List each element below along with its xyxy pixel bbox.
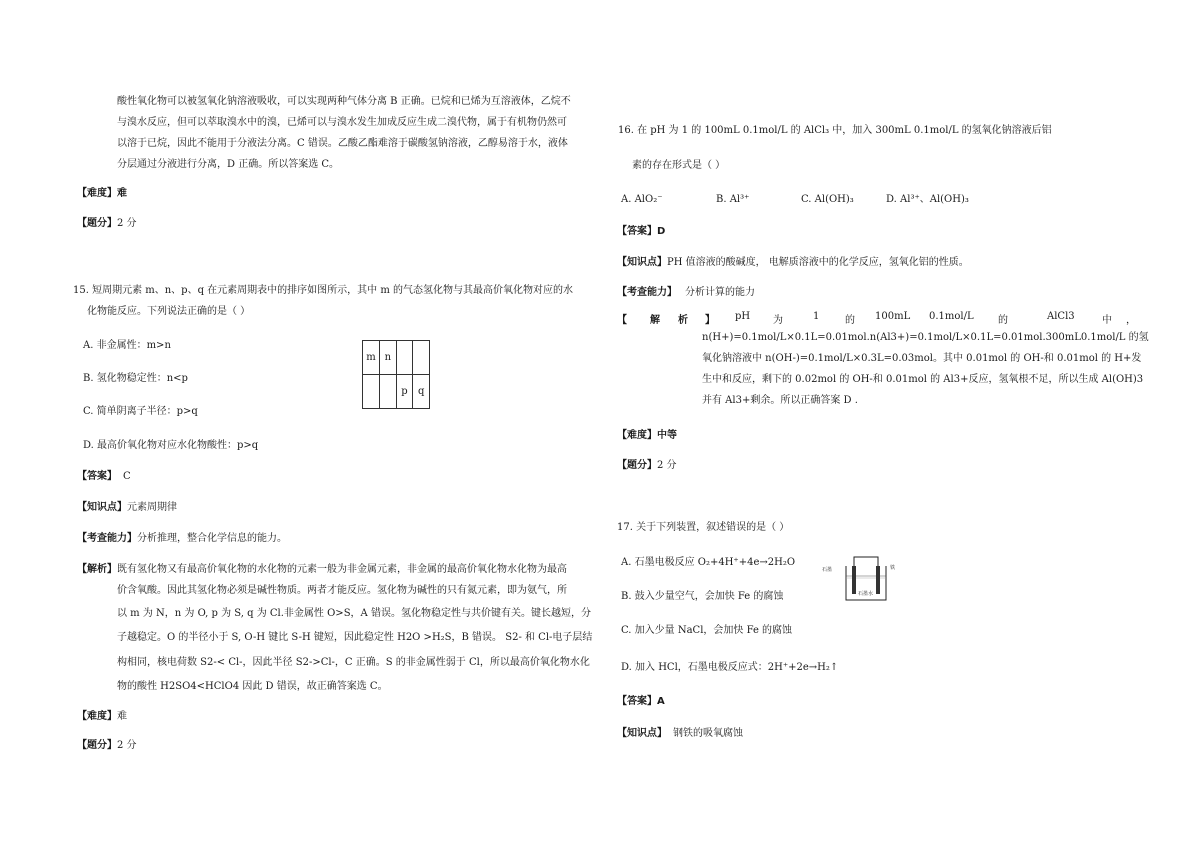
analysis-label: 【解析】 <box>77 564 117 575</box>
analysis-token: 为 <box>773 315 783 326</box>
knowledge-value: PH 值溶液的酸碱度， 电解质溶液中的化学反应，氢氧化铝的性质。 <box>667 257 969 268</box>
q17-option-a: A. 石墨电极反应 O₂+4H⁺+4e→2H₂O <box>621 557 796 568</box>
q17-knowledge <box>617 728 743 740</box>
answer-value: D <box>657 226 666 237</box>
knowledge-label: 【知识点】 <box>77 502 127 513</box>
q14-explanation-line: 以溶于已烷，因此不能用于分液法分离。C 错误。乙酸乙酯难溶于碳酸氢钠溶液，乙醇易溶于水，液体 <box>117 138 568 149</box>
answer-label: 【答案】 <box>77 471 117 482</box>
q16-option-c: C. Al(OH)₃ <box>801 194 854 205</box>
q15-option-b: B. 氢化物稳定性：n<p <box>83 373 188 384</box>
q14-explanation-line: 酸性氧化物可以被氢氧化钠溶液吸收，可以实现两种气体分离 B 正确。已烷和已烯为互溶液体，乙烷不 <box>117 96 571 107</box>
analysis-token: 100mL <box>875 311 911 322</box>
q16-ability <box>617 287 755 299</box>
q15-option-c: C. 简单阴离子半径：p>q <box>83 406 198 417</box>
score-value: 2 分 <box>117 218 137 229</box>
difficulty-value: 难 <box>117 711 127 722</box>
score-label: 【题分】 <box>77 740 117 751</box>
q16-knowledge <box>617 257 969 269</box>
q15-ability <box>77 533 287 545</box>
answer-value: C <box>123 471 131 482</box>
analysis-label-part: 】 <box>705 315 715 326</box>
q14-score <box>77 218 137 230</box>
q15-difficulty <box>77 711 127 723</box>
q17-option-d: D. 加入 HCl，石墨电极反应式：2H⁺+2e→H₂↑ <box>621 662 839 673</box>
analysis-token: pH <box>735 311 751 322</box>
analysis-label-part: 【 <box>617 315 627 326</box>
ability-label: 【考查能力】 <box>617 287 677 298</box>
knowledge-value: 元素周期律 <box>127 502 177 513</box>
analysis-token: ， <box>1126 315 1136 326</box>
device-label-left: 石墨 <box>822 567 833 573</box>
q15-option-a: A. 非金属性：m>n <box>83 340 171 351</box>
q16-option-a: A. AlO₂⁻ <box>621 194 663 205</box>
analysis-token: AlCl3 <box>1047 311 1075 322</box>
q17-option-b: B. 鼓入少量空气，会加快 Fe 的腐蚀 <box>621 591 784 602</box>
q16-option-b: B. Al³⁺ <box>716 194 750 205</box>
score-label: 【题分】 <box>617 460 657 471</box>
device-label-right: 铁 <box>890 565 896 571</box>
beaker-icon <box>836 554 896 606</box>
analysis-line: 既有氢化物又有最高价氧化物的水化物的元素一般为非金属元素，非金属的最高价氧化物水化物为最高 <box>117 564 567 575</box>
q16-analysis-line: 氧化钠溶液中 n(OH-)=0.1mol/L×0.3L=0.03mol。其中 0.01mol 的 OH-和 0.01mol 的 H+发 <box>702 353 1142 364</box>
ability-value: 分析计算的能力 <box>685 287 755 298</box>
knowledge-label: 【知识点】 <box>617 728 667 739</box>
q16-option-d: D. Al³⁺、Al(OH)₃ <box>886 194 969 205</box>
q17-stem: 17. 关于下列装置，叙述错误的是（ ） <box>617 522 790 533</box>
analysis-token: 1 <box>813 311 820 322</box>
device-label-solution: 石墨水 <box>858 591 874 597</box>
q15-analysis-line: 以 m 为 N，n 为 O, p 为 S, q 为 Cl.非金属性 O>S，A 错误。氢化物稳定性与共价键有关。键长越短，分 <box>117 608 591 619</box>
ability-value: 分析推理，整合化学信息的能力。 <box>137 533 287 544</box>
score-value: 2 分 <box>117 740 137 751</box>
q15-analysis-line: 子越稳定。O 的半径小于 S, O-H 键比 S-H 键短，因此稳定性 H2O >H₂S，B 错误。 S2- 和 Cl-电子层结 <box>117 632 593 643</box>
q16-analysis-line: 并有 Al3+剩余。所以正确答案 D . <box>702 395 858 406</box>
score-value: 2 分 <box>657 460 677 471</box>
answer-value: A <box>657 696 665 707</box>
difficulty-label: 【难度】 <box>77 711 117 722</box>
q16-stem: 16. 在 pH 为 1 的 100mL 0.1mol/L 的 AlCl₃ 中，加入 300mL 0.1mol/L 的氢氧化钠溶液后铝 <box>618 125 1052 136</box>
difficulty-label: 【难度】 <box>617 430 657 441</box>
grid-cell: n <box>380 341 397 375</box>
analysis-token: 中 <box>1102 315 1112 326</box>
knowledge-label: 【知识点】 <box>617 257 667 268</box>
knowledge-value: 钢铁的吸氧腐蚀 <box>673 728 743 739</box>
grid-cell <box>413 341 430 375</box>
q16-difficulty <box>617 430 677 442</box>
q15-stem-cont: 化物能反应。下列说法正确的是（ ） <box>87 306 251 317</box>
grid-cell <box>363 375 380 409</box>
q16-stem-cont: 素的存在形式是（ ） <box>632 160 726 171</box>
score-label: 【题分】 <box>77 218 117 229</box>
q15-knowledge <box>77 502 177 514</box>
q14-difficulty <box>77 188 127 200</box>
grid-cell: q <box>413 375 430 409</box>
q15-analysis-line: 价含氧酸。因此其氢化物必须是碱性物质。两者才能反应。氢化物为碱性的只有氮元素，即为氨气，所 <box>117 585 567 596</box>
corrosion-cell-diagram <box>822 554 896 606</box>
q17-answer <box>617 696 665 708</box>
periodic-table-grid <box>362 340 430 409</box>
difficulty-value: 中等 <box>657 430 677 441</box>
q15-analysis <box>77 564 567 576</box>
answer-label: 【答案】 <box>617 226 657 237</box>
analysis-token: 的 <box>845 315 855 326</box>
ability-label: 【考查能力】 <box>77 533 137 544</box>
q14-explanation-line: 与溴水反应，但可以萃取溴水中的溴，已烯可以与溴水发生加成反应生成二溴代物，属于有机物仍然可 <box>117 117 567 128</box>
analysis-label-part: 析 <box>678 315 688 326</box>
q14-explanation-line: 分层通过分液进行分离，D 正确。所以答案选 C。 <box>117 159 340 170</box>
difficulty-value: 难 <box>117 188 127 199</box>
q17-option-c: C. 加入少量 NaCl，会加快 Fe 的腐蚀 <box>621 625 793 636</box>
answer-label: 【答案】 <box>617 696 657 707</box>
q15-analysis-line: 物的酸性 H2SO4<HClO4 因此 D 错误，故正确答案选 C。 <box>117 681 388 692</box>
q15-score <box>77 740 137 752</box>
difficulty-label: 【难度】 <box>77 188 117 199</box>
grid-cell: p <box>396 375 413 409</box>
analysis-label-part: 解 <box>650 315 660 326</box>
q16-analysis-line: 生中和反应，剩下的 0.02mol 的 OH-和 0.01mol 的 Al3+反应，氢氧根不足，所以生成 Al(OH)3 <box>702 374 1144 385</box>
q15-answer <box>77 471 131 483</box>
q16-analysis-line: n(H+)=0.1mol/L×0.1L=0.01mol.n(Al3+)=0.1mol/L×0.1L=0.01mol.300mL0.1mol/L 的氢 <box>702 332 1149 343</box>
q15-option-d: D. 最高价氧化物对应水化物酸性：p>q <box>83 440 259 451</box>
q15-analysis-line: 构相同，核电荷数 S2-< Cl-，因此半径 S2->Cl-，C 正确。S 的非金属性弱于 Cl，所以最高价氧化物水化 <box>117 657 590 668</box>
q16-score <box>617 460 677 472</box>
analysis-token: 的 <box>998 315 1008 326</box>
grid-cell: m <box>363 341 380 375</box>
analysis-token: 0.1mol/L <box>929 311 974 322</box>
q16-answer <box>617 226 665 238</box>
q15-stem: 15. 短周期元素 m、n、p、q 在元素周期表中的排序如图所示，其中 m 的气态氢化物与其最高价氧化物对应的水 <box>73 285 574 296</box>
grid-cell <box>396 341 413 375</box>
grid-cell <box>380 375 397 409</box>
